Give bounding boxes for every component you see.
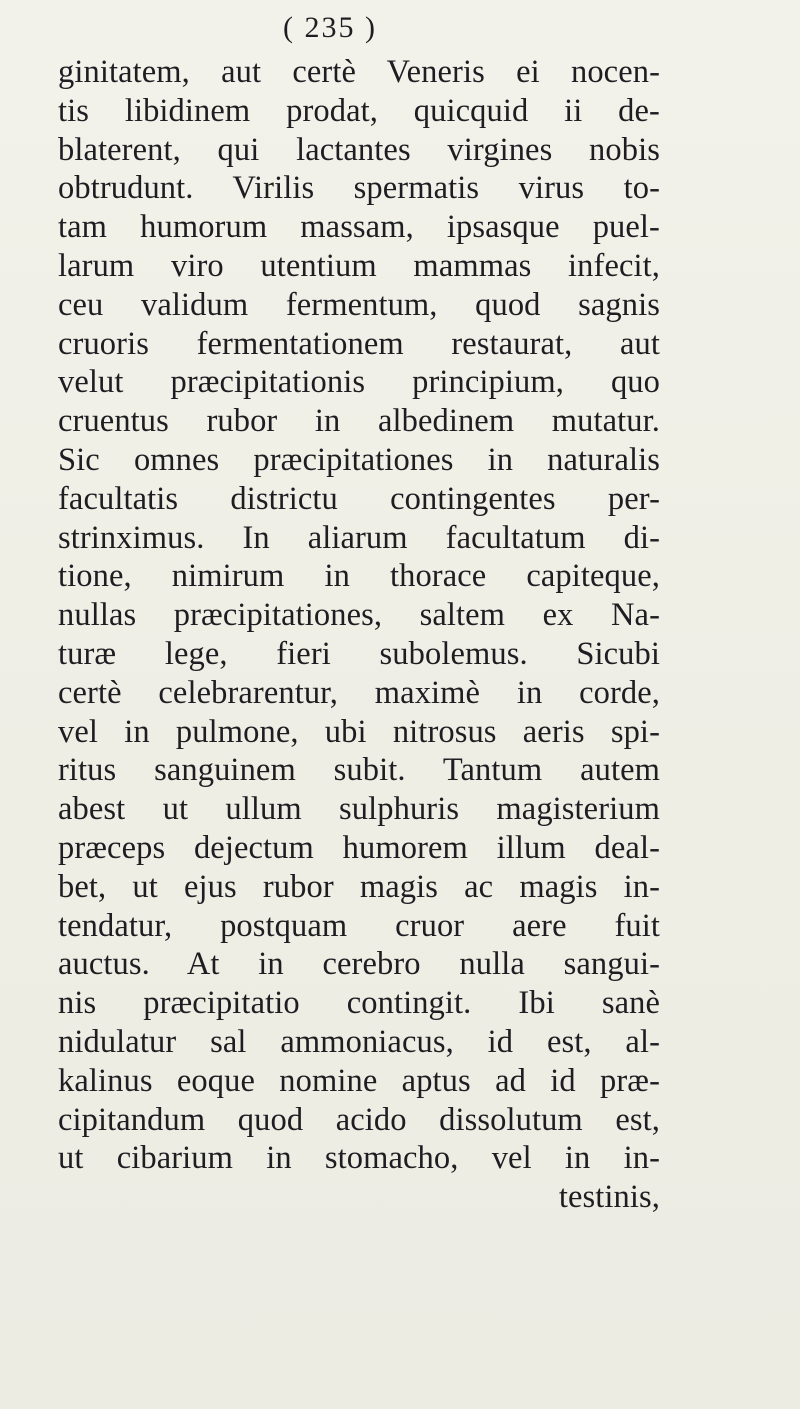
- text-line: tione, nimirum in thorace capiteque,: [58, 558, 660, 595]
- text-line: nis præcipitatio contingit. Ibi sanè: [58, 985, 660, 1022]
- text-line: vel in pulmone, ubi nitrosus aeris spi-: [58, 713, 660, 750]
- text-line: tis libidinem prodat, quicquid ii de-: [58, 92, 660, 129]
- text-line: ritus sanguinem subit. Tantum autem: [58, 752, 660, 789]
- text-line: larum viro utentium mammas infecit,: [58, 247, 660, 284]
- text-line: velut præcipitationis principium, quo: [58, 364, 660, 401]
- catchword-line: testinis,: [558, 1179, 660, 1216]
- text-line: ut cibarium in stomacho, vel in in-: [58, 1140, 660, 1177]
- text-line: Sic omnes præcipitationes in naturalis: [58, 441, 660, 478]
- text-line: cipitandum quod acido dissolutum est,: [58, 1101, 660, 1138]
- text-line: nidulatur sal ammoniacus, id est, al-: [58, 1023, 660, 1060]
- text-line: blaterent, qui lactantes virgines nobis: [58, 131, 660, 168]
- text-line: cruentus rubor in albedinem mutatur.: [58, 403, 660, 440]
- text-line: cruoris fermentationem restaurat, aut: [58, 325, 660, 362]
- text-line: tendatur, postquam cruor aere fuit: [58, 907, 660, 944]
- text-line: bet, ut ejus rubor magis ac magis in-: [58, 868, 660, 905]
- text-line: ginitatem, aut certè Veneris ei nocen-: [58, 54, 660, 90]
- text-line: auctus. At in cerebro nulla sangui-: [58, 946, 660, 983]
- text-line: obtrudunt. Virilis spermatis virus to-: [58, 170, 660, 207]
- text-line: tam humorum massam, ipsasque puel-: [58, 209, 660, 246]
- text-line: turæ lege, fieri subolemus. Sicubi: [58, 635, 660, 672]
- text-line: strinximus. In aliarum facultatum di-: [58, 519, 660, 556]
- page-number: ( 235 ): [283, 11, 377, 44]
- text-line: facultatis districtu contingentes per-: [58, 480, 660, 517]
- text-line: nullas præcipitationes, saltem ex Na-: [58, 597, 660, 634]
- body-text: [58, 53, 660, 1217]
- text-line: præceps dejectum humorem illum deal-: [58, 829, 660, 866]
- text-line: abest ut ullum sulphuris magisterium: [58, 791, 660, 828]
- text-line: ceu validum fermentum, quod sagnis: [58, 286, 660, 323]
- text-line: certè celebrarentur, maximè in corde,: [58, 674, 660, 711]
- text-line: kalinus eoque nomine aptus ad id præ-: [58, 1062, 660, 1099]
